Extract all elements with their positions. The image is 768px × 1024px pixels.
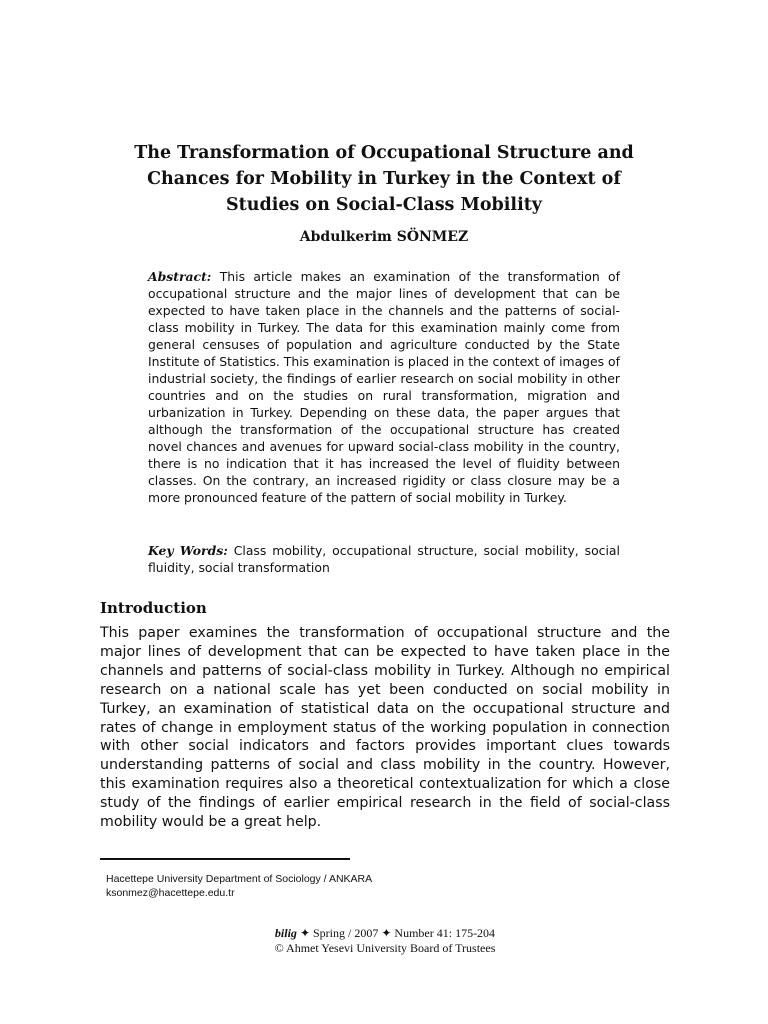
journal-season: Spring / 2007	[313, 926, 379, 940]
paper-title	[100, 140, 668, 218]
introduction-paragraph: This paper examines the transformation of occupational structure and the major lines of development that can be expected to have taken place in the channels and patterns of social-class mobility in Turkey. Although no empirical research on a national scale has yet been conducted on social mobility in Turkey, an examination of statistical data on the occupational structure and rates of change in employment status of the working population in connection with other social indicators and factors provides important clues towards understanding patterns of social and class mobility in the country. However, this examination requires also a theoretical contextualization for which a close study of the findings of earlier empirical research in the field of social-class mobility would be a great help.	[100, 625, 670, 831]
journal-name: bilig	[274, 926, 297, 940]
footnote	[106, 872, 372, 900]
keywords-label: Key Words:	[148, 543, 228, 558]
author-name: Abdulkerim SÖNMEZ	[299, 229, 469, 245]
abstract-label: Abstract:	[148, 269, 212, 284]
journal-citation	[100, 926, 670, 941]
keywords-text: Class mobility, occupational structure, social mobility, social fluidity, social transformation	[148, 543, 620, 575]
title-line-2: Chances for Mobility in Turkey in the Context of	[147, 169, 621, 189]
title-line-3: Studies on Social-Class Mobility	[226, 195, 542, 215]
footnote-divider	[100, 858, 350, 860]
star-separator-icon: ✦	[381, 926, 392, 940]
title-line-1: The Transformation of Occupational Structure and	[134, 143, 634, 163]
keywords	[148, 542, 620, 576]
footnote-affiliation: Hacettepe University Department of Sociology / ANKARA	[106, 873, 373, 885]
copyright-notice: © Ahmet Yesevi University Board of Trustees	[274, 941, 496, 955]
page-footer	[100, 926, 670, 956]
abstract	[148, 268, 620, 506]
introduction-heading: Introduction	[100, 599, 207, 617]
abstract-text: This article makes an examination of the transformation of occupational structure and the major lines of development that can be expected to have taken place in the channels and the patterns of social-class mobility in Turkey. The data for this examination mainly come from general censuses of population and agriculture conducted by the State Institute of Statistics. This examination is placed in the context of images of industrial society, the findings of earlier research on social mobility in other countries and on the studies on rural transformation, migration and urbanization in Turkey. Depending on these data, the paper argues that although the transformation of the occupational structure has created novel chances and avenues for upward social-class mobility in the country, there is no indication that it has increased the level of fluidity between classes. On the contrary, an increased rigidity or class closure may be a more pronounced feature of the pattern of social mobility in Turkey.	[148, 269, 620, 505]
journal-issue: Number 41: 175-204	[394, 926, 496, 940]
star-separator-icon: ✦	[299, 926, 310, 940]
footnote-email: ksonmez@hacettepe.edu.tr	[106, 887, 235, 899]
